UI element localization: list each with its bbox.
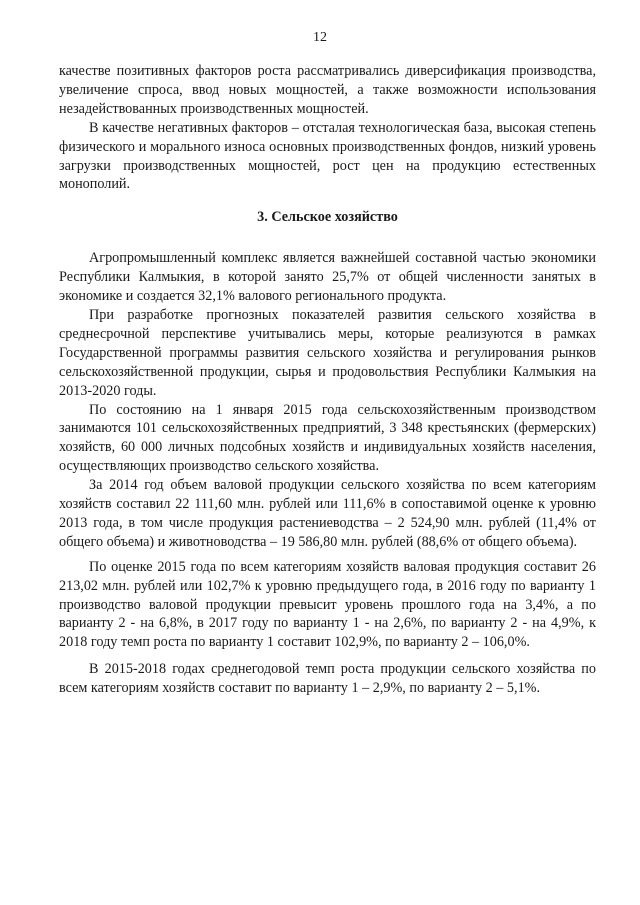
paragraph: Агропромышленный комплекс является важнейшей составной частью экономики Республики Калмыкия, в которой занято 25,7% от общей численности занятых в экономике и создается 32,1% валового регионального продукта. [59,250,596,305]
paragraph: При разработке прогнозных показателей развития сельского хозяйства в среднесрочной перспективе учитывались меры, которые реализуются в рамках Государственной программы развития сельского хозяйства и регулирования рынков сельскохозяйственной продукции, сырья и продовольствия Республики Калмыкия на 2013-2020 годы. [59,306,596,399]
document-body [59,62,596,698]
paragraph: По состоянию на 1 января 2015 года сельскохозяйственным производством занимаются 101 сельскохозяйственных предприятий, 3 348 крестьянских (фермерских) хозяйств, 60 000 личных подсобных хозяйств и индивидуальных хозяйств населения, осуществляющих производство сельского хозяйства. [59,401,596,475]
paragraph: По оценке 2015 года по всем категориям хозяйств валовая продукция составит 26 213,02 млн. рублей или 102,7% к уровню предыдущего года, в 2016 году по варианту 1 производство валовой продукции превысит уровень прошлого года на 3,4%, а по варианту 2 - на 6,8%, в 2017 году по варианту 1 - на 2,6%, по варианту 2 - на 4,9%, к 2018 году темп роста по варианту 1 составит 102,9%, по варианту 2 – 106,0%. [59,558,596,651]
section-title: 3. Сельское хозяйство [257,209,398,226]
paragraph: За 2014 год объем валовой продукции сельского хозяйства по всем категориям хозяйств составил 22 111,60 млн. рублей или 111,6% в сопоставимой оценке к уровню 2013 года, в том числе продукция растениеводства – 2 524,90 млн. рублей (11,4% от общего объема) и животноводства – 19 586,80 млн. рублей (88,6% от общего объема). [59,477,596,550]
paragraph: качестве позитивных факторов роста рассматривались диверсификация производства, увеличение спроса, ввод новых мощностей, а также возможности использования незадействованных производственных мощностей. [59,63,596,117]
paragraph: В качестве негативных факторов – отсталая технологическая база, высокая степень физического и морального износа основных производственных фондов, низкий уровень загрузки производственных мощностей, рост цен на продукцию естественных монополий. [59,119,596,193]
page-number: 12 [313,30,327,45]
paragraph: В 2015-2018 годах среднегодовой темп роста продукции сельского хозяйства по всем категориям хозяйств составит по варианту 1 – 2,9%, по варианту 2 – 5,1%. [59,661,596,697]
